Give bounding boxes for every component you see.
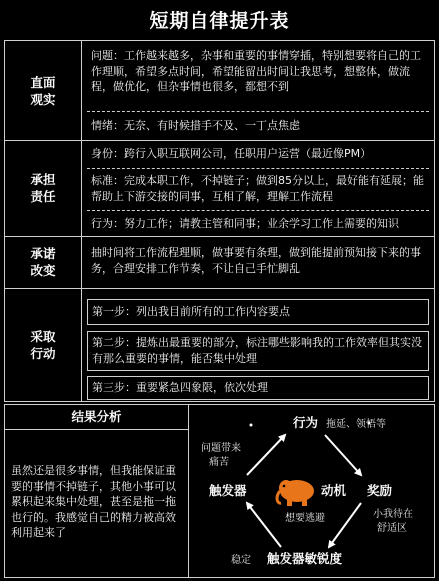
arrow-trigger-to-behavior: [247, 435, 285, 475]
diagram-node-motivation: 动机: [321, 483, 347, 498]
habit-loop-diagram: [189, 405, 434, 577]
row-label-responsibility-line1: 承担: [30, 172, 56, 187]
observe-emotion-text: 情绪：无奈、有时候措手不及、一丁点焦虑: [91, 119, 300, 132]
row-label-observe: [5, 41, 81, 140]
commit-cell: [87, 237, 429, 288]
diagram-trigger-note-line2: 痛苦: [209, 457, 229, 468]
row-label-observe-line1: 直面: [30, 74, 56, 90]
commit-text: 抽时间将工作流程理顺，做事要有条理，做到能提前预知接下来的事务，合理安排工作节奏，不让自己手忙脚乱: [91, 246, 421, 275]
responsibility-standard-text: 标准：完成本职工作，不掉链子；做到85分以上，最好能有延展；能帮助上下游交接的同事，互相了解，理解工作流程: [91, 174, 424, 203]
result-analysis-panel: [5, 405, 189, 577]
row-label-commit-line2: 改变: [30, 263, 56, 278]
arrow-reward-to-sensitivity: [329, 503, 361, 547]
row-label-observe-line2: 观实: [30, 91, 56, 107]
elephant-icon: [277, 480, 314, 506]
act-step2-text: 第二步：提炼出最重要的部分，标注哪些影响我的工作效率但其实没有那么重要的事情，能否集中处理: [92, 336, 422, 365]
responsibility-identity-text: 身份：跨行入职互联网公司，任职用户运营（最近像PM）: [91, 147, 372, 160]
bottom-section: [4, 404, 435, 578]
act-step3-cell: [87, 376, 429, 400]
row-label-act: [5, 288, 81, 401]
diagram-node-trigger: 触发器: [209, 483, 247, 498]
diagram-reward-note-line2: 舒适区: [377, 523, 407, 534]
act-step3-text: 第三步：重要紧急四象限，依次处理: [92, 381, 268, 394]
diagram-node-trigger-sensitivity: 触发器敏锐度: [267, 551, 343, 566]
row-label-responsibility: [5, 140, 81, 236]
act-step1-text: 第一步：列出我目前所有的工作内容要点: [92, 305, 290, 318]
row-label-act-line1: 采取: [30, 328, 56, 344]
observe-problem-cell: [87, 44, 429, 111]
row-label-commit: [5, 236, 81, 288]
responsibility-action-text: 行为：努力工作；请教主管和同事；业余学习工作上需要的知识: [91, 217, 399, 230]
result-analysis-text: 虽然还是很多事情，但我能保证重要的事情不掉链子，其他小事可以累积起来集中处理，甚至是拖一拖也行的。我感觉自己的精力被高效利用起来了: [11, 464, 176, 539]
column-divider: [81, 41, 82, 401]
diagram-node-reward: 奖励: [367, 483, 393, 498]
act-step2-cell: [87, 331, 429, 371]
observe-problem-text: 问题：工作越来越多，杂事和重要的事情穿插，特别想要将自己的工作理顺，希望多点时间，希望能留出时间让我思考，想整体，做流程，做优化，但杂事情也很多，都想不到: [91, 49, 421, 93]
diagram-behavior-note: 拖延、领悟等: [326, 419, 386, 430]
row-label-commit-line1: 承诺: [30, 246, 56, 261]
result-analysis-heading: 结果分析: [5, 405, 188, 430]
responsibility-identity-cell: [87, 141, 429, 168]
diagram-trigger-note-line1: 问题带来: [201, 443, 241, 454]
diagram-node-behavior: 行为: [293, 415, 319, 430]
arrow-behavior-to-reward: [325, 435, 361, 475]
row-label-act-line2: 行动: [30, 345, 56, 361]
diagram-reward-note-line1: 小我待在: [373, 509, 413, 520]
arrow-sensitivity-to-trigger: [247, 503, 281, 547]
row-label-responsibility-line2: 责任: [30, 189, 56, 204]
plan-table: [4, 40, 435, 402]
act-step1-cell: [87, 299, 429, 325]
responsibility-standard-cell: [87, 168, 429, 211]
dot-top-left: [250, 424, 253, 427]
diagram-sensitivity-note: 稳定: [231, 555, 251, 566]
page-title: 短期自律提升表: [149, 10, 290, 32]
observe-emotion-cell: [87, 111, 429, 140]
diagram-motivation-note: 想要逃避: [285, 513, 325, 524]
responsibility-action-cell: [87, 210, 429, 237]
